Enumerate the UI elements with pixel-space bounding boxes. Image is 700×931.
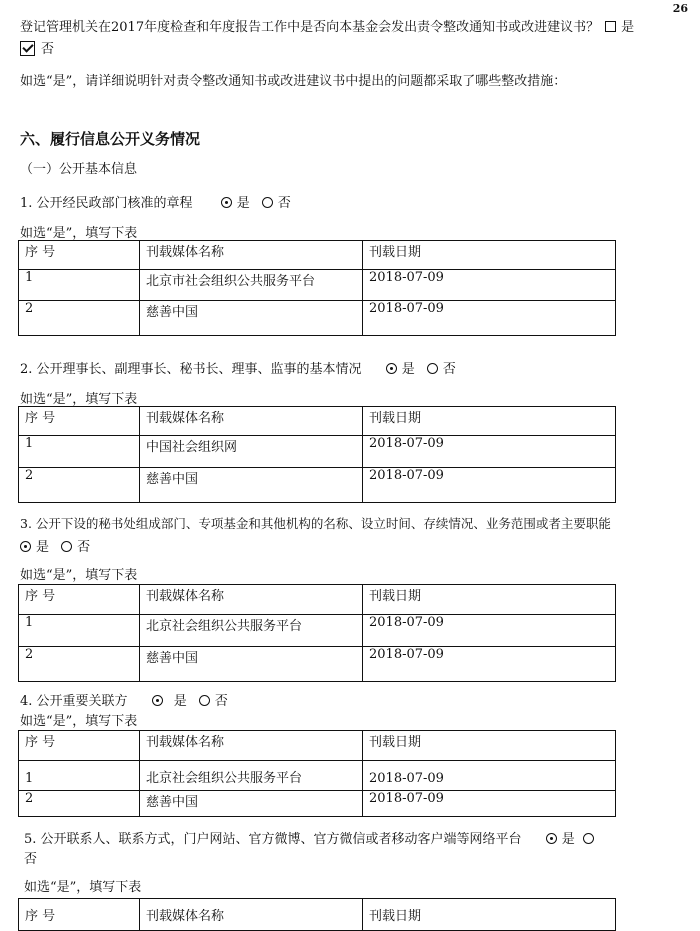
subsection-title: （一）公开基本信息 bbox=[20, 162, 138, 177]
item-5-question bbox=[24, 828, 599, 847]
cell-seq: 1 bbox=[19, 270, 140, 301]
cell-media: 慈善中国 bbox=[140, 301, 363, 336]
table-row bbox=[19, 270, 616, 301]
cell-date: 2018-07-09 bbox=[363, 761, 616, 791]
table-row bbox=[19, 436, 616, 468]
item-5-hint: 如选“是”，填写下表 bbox=[24, 880, 142, 895]
header-date: 刊载日期 bbox=[363, 899, 616, 931]
header-media: 刊载媒体名称 bbox=[140, 241, 363, 270]
cell-media: 中国社会组织网 bbox=[140, 436, 363, 468]
cell-seq: 2 bbox=[19, 468, 140, 503]
header-media: 刊载媒体名称 bbox=[140, 585, 363, 615]
radio-no-icon bbox=[262, 197, 273, 208]
item-4-text: 4. 公开重要关联方 bbox=[20, 694, 128, 709]
item-4-question bbox=[20, 690, 228, 709]
checkbox-checked-icon bbox=[20, 41, 35, 56]
table-row bbox=[19, 647, 616, 682]
cell-date: 2018-07-09 bbox=[363, 301, 616, 336]
table-header-row bbox=[19, 407, 616, 436]
header-date: 刊载日期 bbox=[363, 407, 616, 436]
no-label: 否 bbox=[77, 540, 91, 555]
cell-media: 慈善中国 bbox=[140, 791, 363, 817]
inspection-no-label: 否 bbox=[41, 42, 55, 57]
inspection-yes-label: 是 bbox=[621, 20, 635, 35]
header-media: 刊载媒体名称 bbox=[140, 731, 363, 761]
cell-seq: 2 bbox=[19, 791, 140, 817]
header-seq: 序 号 bbox=[19, 731, 140, 761]
table-row bbox=[19, 615, 616, 647]
header-seq: 序 号 bbox=[19, 585, 140, 615]
cell-seq: 1 bbox=[19, 615, 140, 647]
header-date: 刊载日期 bbox=[363, 241, 616, 270]
item-3-options bbox=[20, 536, 90, 555]
radio-yes-selected-icon bbox=[152, 695, 163, 706]
cell-date: 2018-07-09 bbox=[363, 270, 616, 301]
yes-label: 是 bbox=[401, 362, 415, 377]
item-1-hint: 如选“是”，填写下表 bbox=[20, 226, 138, 241]
item-2-table bbox=[18, 406, 616, 503]
item-3-hint: 如选“是”，填写下表 bbox=[20, 568, 138, 583]
cell-seq: 2 bbox=[19, 647, 140, 682]
inspection-question bbox=[20, 16, 634, 35]
yes-label: 是 bbox=[561, 832, 575, 847]
table-header-row bbox=[19, 241, 616, 270]
no-label: 否 bbox=[214, 694, 228, 709]
item-2-text: 2. 公开理事长、副理事长、秘书长、理事、监事的基本情况 bbox=[20, 362, 362, 377]
cell-date: 2018-07-09 bbox=[363, 791, 616, 817]
cell-date: 2018-07-09 bbox=[363, 647, 616, 682]
item-3-text: 3. 公开下设的秘书处组成部门、专项基金和其他机构的名称、设立时间、存续情况、业务范围或者主要职能 bbox=[20, 516, 611, 531]
header-media: 刊载媒体名称 bbox=[140, 899, 363, 931]
cell-media: 慈善中国 bbox=[140, 468, 363, 503]
radio-no-icon bbox=[583, 833, 594, 844]
radio-no-icon bbox=[199, 695, 210, 706]
checkbox-yes-empty-icon bbox=[605, 21, 616, 32]
table-row bbox=[19, 301, 616, 336]
radio-no-icon bbox=[427, 363, 438, 374]
cell-seq: 2 bbox=[19, 301, 140, 336]
table-row bbox=[19, 468, 616, 503]
header-seq: 序 号 bbox=[19, 241, 140, 270]
cell-media: 北京社会组织公共服务平台 bbox=[140, 761, 363, 791]
yes-label: 是 bbox=[236, 196, 250, 211]
cell-media: 北京市社会组织公共服务平台 bbox=[140, 270, 363, 301]
item-4-table bbox=[18, 730, 616, 817]
table-header-row bbox=[19, 731, 616, 761]
item-4-hint: 如选“是”，填写下表 bbox=[20, 714, 138, 729]
table-row bbox=[19, 791, 616, 817]
item-1-text: 1. 公开经民政部门核准的章程 bbox=[20, 196, 193, 211]
no-label: 否 bbox=[277, 196, 291, 211]
cell-date: 2018-07-09 bbox=[363, 436, 616, 468]
radio-yes-selected-icon bbox=[546, 833, 557, 844]
item-2-question bbox=[20, 358, 456, 377]
table-header-row bbox=[19, 899, 616, 931]
inspection-no-option bbox=[20, 38, 54, 57]
item-5-text: 5. 公开联系人、联系方式，门户网站、官方微博、官方微信或者移动客户端等网络平台 bbox=[24, 832, 522, 847]
item-5-table bbox=[18, 898, 616, 931]
yes-label: 是 bbox=[36, 540, 50, 555]
header-date: 刊载日期 bbox=[363, 731, 616, 761]
radio-no-icon bbox=[61, 541, 72, 552]
table-header-row bbox=[19, 585, 616, 615]
table-row bbox=[19, 761, 616, 791]
inspection-question-text: 登记管理机关在2017年度检查和年度报告工作中是否向本基金会发出责令整改通知书或改进建议书？ bbox=[20, 20, 600, 35]
radio-yes-selected-icon bbox=[221, 197, 232, 208]
cell-media: 北京社会组织公共服务平台 bbox=[140, 615, 363, 647]
item-1-table bbox=[18, 240, 616, 336]
radio-yes-selected-icon bbox=[386, 363, 397, 374]
inspection-instruction: 如选“是”，请详细说明针对责令整改通知书或改进建议书中提出的问题都采取了哪些整改措施： bbox=[20, 74, 567, 89]
cell-media: 慈善中国 bbox=[140, 647, 363, 682]
item-3-table bbox=[18, 584, 616, 682]
cell-seq: 1 bbox=[19, 436, 140, 468]
cell-date: 2018-07-09 bbox=[363, 468, 616, 503]
item-1-question bbox=[20, 192, 291, 211]
header-date: 刊载日期 bbox=[363, 585, 616, 615]
item-2-hint: 如选“是”，填写下表 bbox=[20, 392, 138, 407]
header-media: 刊载媒体名称 bbox=[140, 407, 363, 436]
section-title: 六、履行信息公开义务情况 bbox=[20, 130, 201, 148]
yes-label: 是 bbox=[173, 694, 187, 709]
cell-seq: 1 bbox=[19, 761, 140, 791]
cell-date: 2018-07-09 bbox=[363, 615, 616, 647]
header-seq: 序 号 bbox=[19, 899, 140, 931]
no-label: 否 bbox=[442, 362, 456, 377]
item-5-no-label: 否 bbox=[24, 852, 38, 867]
header-seq: 序 号 bbox=[19, 407, 140, 436]
radio-yes-selected-icon bbox=[20, 541, 31, 552]
page-number: 26 bbox=[672, 2, 688, 15]
